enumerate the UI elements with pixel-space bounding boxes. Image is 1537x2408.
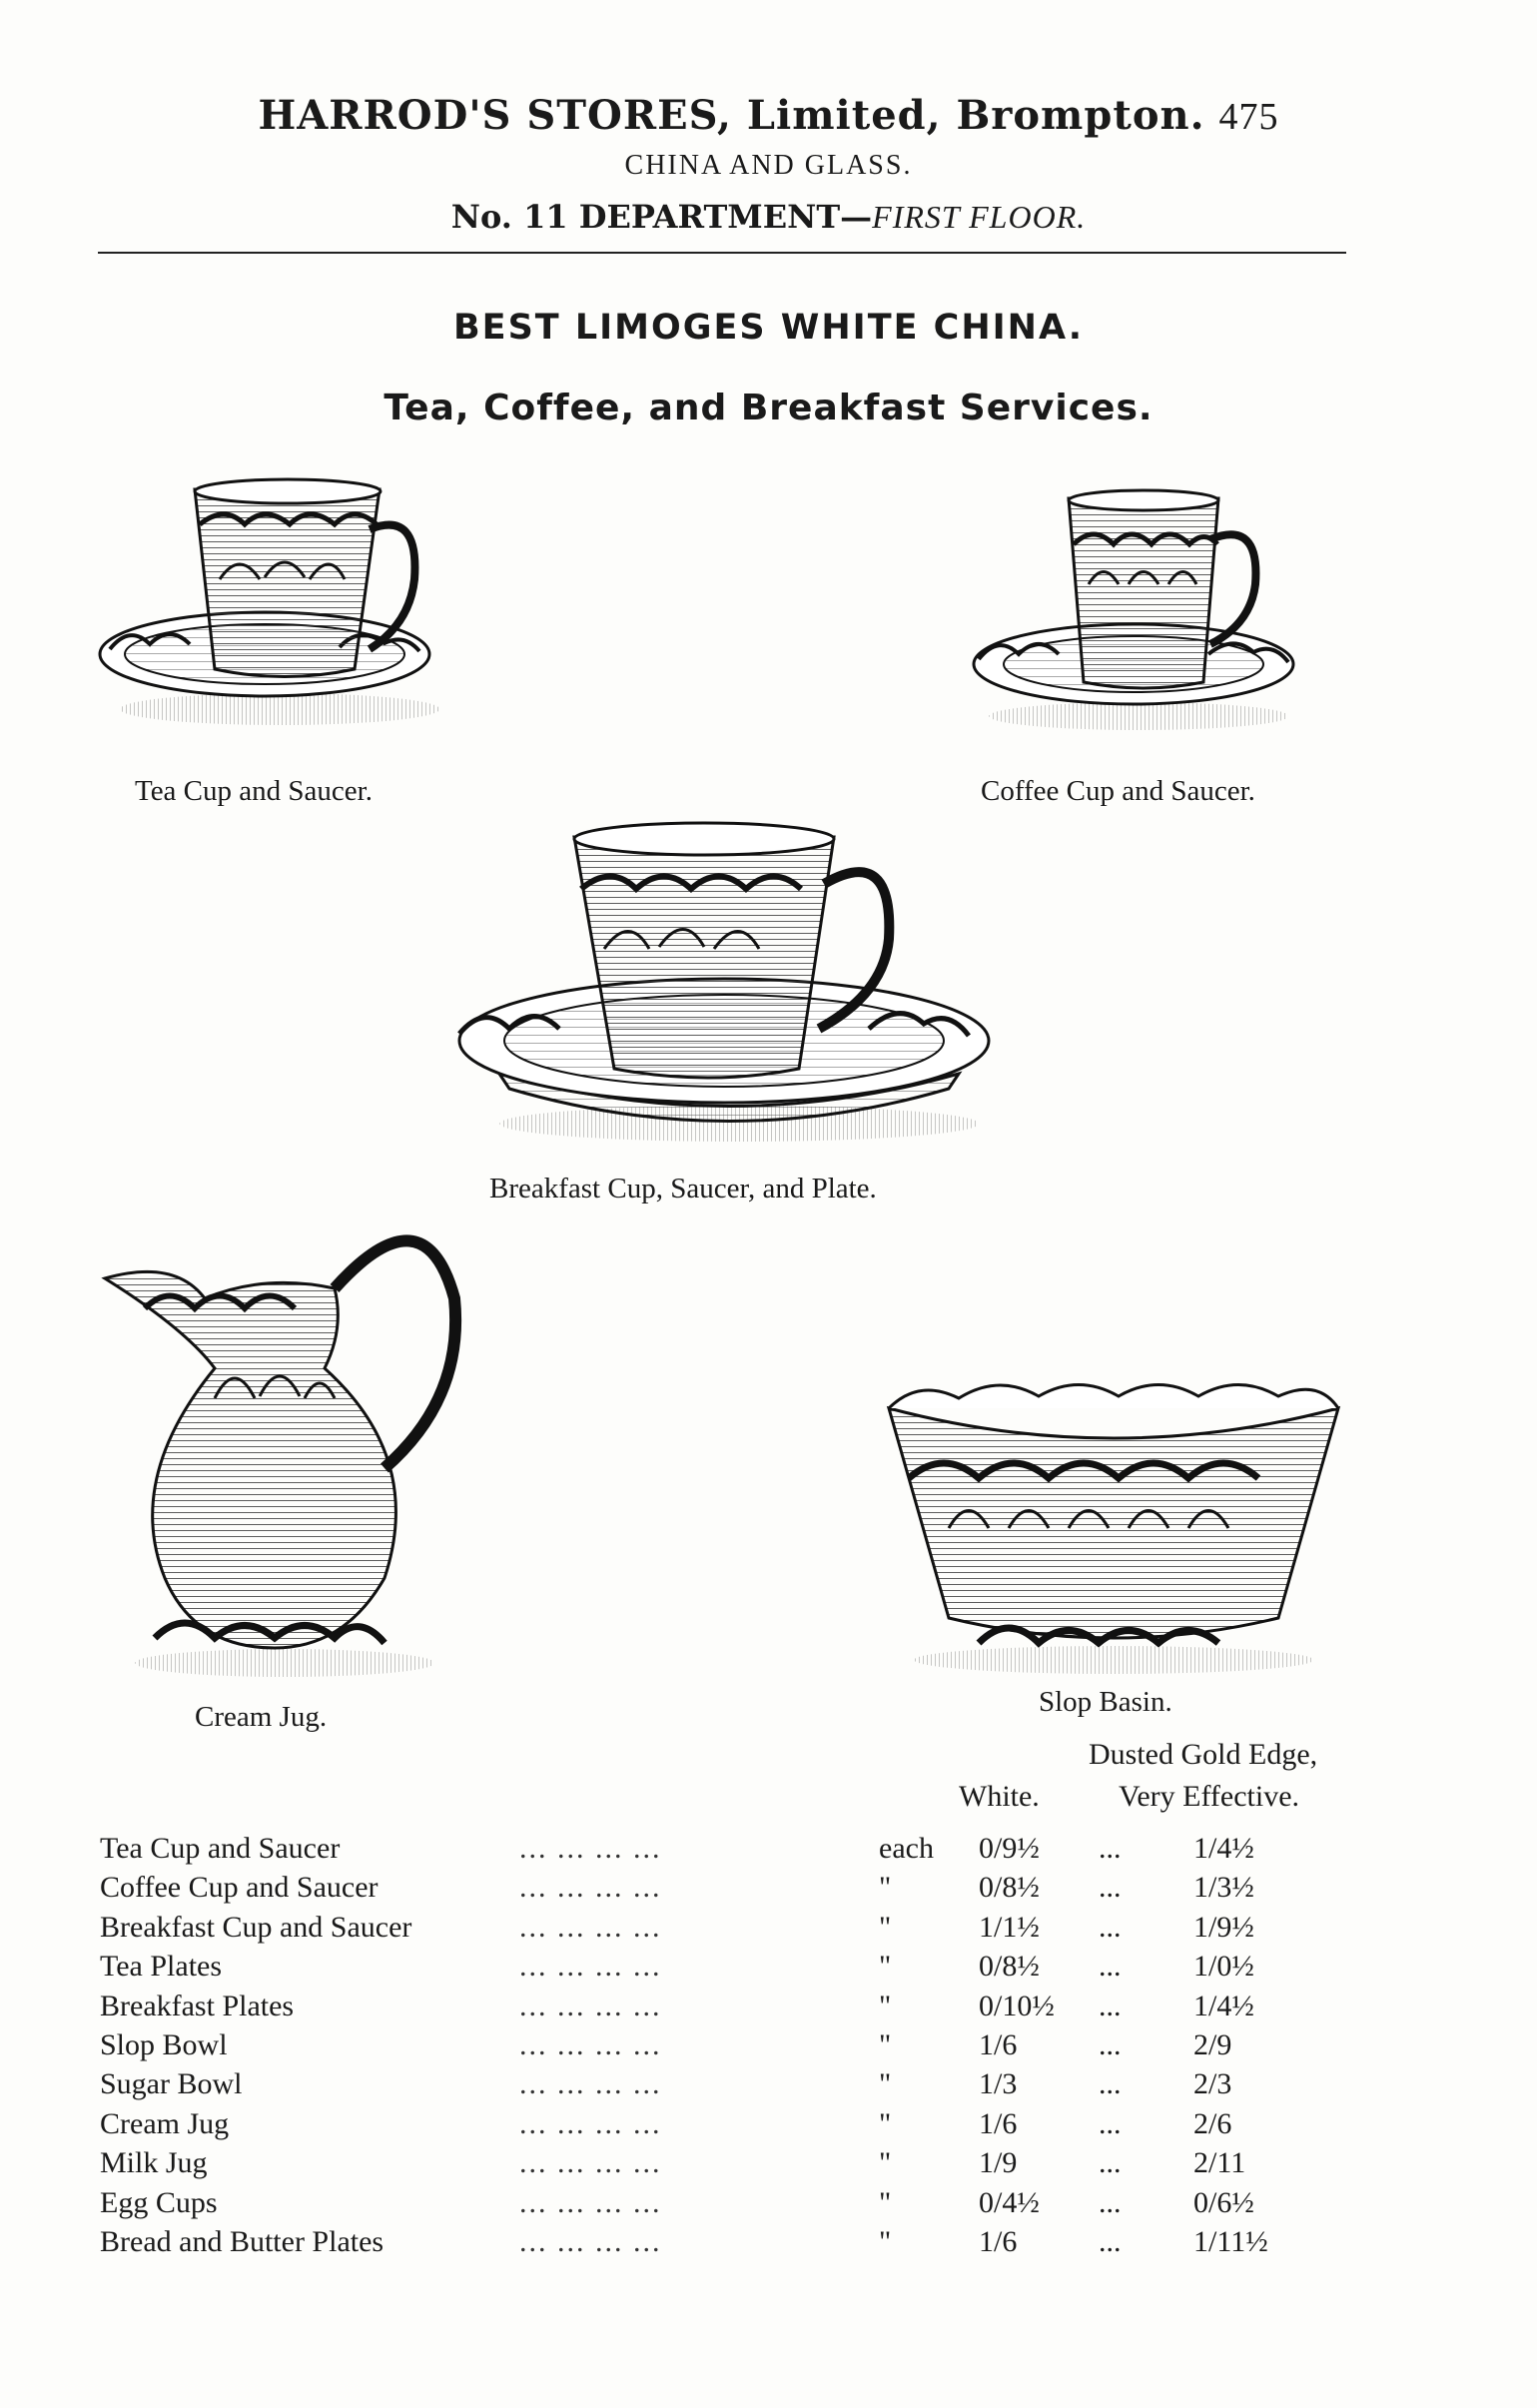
gold-edge-price: 1/4½ [1193,1832,1254,1865]
leader-dots: ... ... ... ... [519,2067,662,2101]
breakfast-cup-illustration [439,819,1009,1159]
gold-edge-price: 1/9½ [1193,1910,1254,1944]
leader-dots: ... [1099,1910,1122,1944]
white-price: 1/9 [979,2146,1018,2180]
unit-label: " [879,1989,892,2022]
leader-dots: ... [1099,2106,1122,2140]
white-price: 0/10½ [979,1989,1055,2022]
item-name: Coffee Cup and Saucer [100,1871,379,1905]
gold-column-header-line1: Dusted Gold Edge, [1089,1738,1318,1771]
gold-edge-price: 1/4½ [1193,1989,1254,2022]
white-column-header: White. [959,1780,1040,1813]
breakfast-cup-caption: Breakfast Cup, Saucer, and Plate. [489,1173,877,1204]
leader-dots: ... ... ... ... [519,1871,662,1905]
header-rule [98,252,1346,254]
slop-basin-caption: Slop Basin. [1039,1686,1172,1718]
gold-edge-price: 2/11 [1193,2146,1246,2180]
unit-label: " [879,2225,892,2258]
category-title: CHINA AND GLASS. [624,150,913,181]
unit-label: " [879,2185,892,2219]
leader-dots: ... [1099,1832,1122,1865]
gold-edge-price: 1/0½ [1193,1950,1254,1984]
tea-cup-illustration [90,469,469,739]
leader-dots: ... [1099,1950,1122,1984]
item-name: Breakfast Cup and Saucer [100,1910,412,1944]
item-name: Breakfast Plates [100,1989,295,2022]
leader-dots: ... ... ... ... [519,1950,662,1984]
leader-dots: ... [1099,2146,1122,2180]
gold-column-header-line2: Very Effective. [1119,1780,1300,1813]
tea-cup-caption: Tea Cup and Saucer. [135,775,373,807]
white-price: 0/8½ [979,1950,1040,1984]
leader-dots: ... ... ... ... [519,2146,662,2180]
item-name: Bread and Butter Plates [100,2225,384,2258]
unit-label: " [879,1910,892,1944]
unit-label: " [879,1871,892,1905]
item-name: Sugar Bowl [100,2067,243,2101]
unit-label: each [879,1832,934,1865]
white-price: 1/6 [979,2106,1018,2140]
leader-dots: ... ... ... ... [519,2225,662,2258]
unit-label: " [879,2028,892,2061]
leader-dots: ... ... ... ... [519,1910,662,1944]
item-name: Milk Jug [100,2146,208,2180]
main-heading: BEST LIMOGES WHITE CHINA. [452,308,1084,348]
gold-edge-price: 1/3½ [1193,1871,1254,1905]
gold-edge-price: 2/3 [1193,2067,1232,2101]
unit-label: " [879,1950,892,1984]
item-name: Slop Bowl [100,2028,228,2061]
white-price: 1/1½ [979,1910,1040,1944]
leader-dots: ... [1099,1871,1122,1905]
leader-dots: ... [1099,2225,1122,2258]
cream-jug-illustration [95,1218,494,1698]
white-price: 0/4½ [979,2185,1040,2219]
store-name: HARROD'S STORES, Limited, Brompton. [258,92,1205,139]
department-prefix: No. 11 DEPARTMENT— [450,198,873,236]
page-number: 475 [1218,96,1279,138]
coffee-cup-caption: Coffee Cup and Saucer. [981,775,1255,807]
leader-dots: ... ... ... ... [519,2028,662,2061]
unit-label: " [879,2067,892,2101]
white-price: 1/6 [979,2028,1018,2061]
white-price: 0/8½ [979,1871,1040,1905]
gold-edge-price: 2/6 [1193,2106,1232,2140]
item-name: Tea Plates [100,1950,223,1984]
coffee-cup-illustration [949,484,1328,744]
leader-dots: ... ... ... ... [519,2185,662,2219]
white-price: 1/6 [979,2225,1018,2258]
unit-label: " [879,2106,892,2140]
leader-dots: ... ... ... ... [519,1832,662,1865]
item-name: Egg Cups [100,2185,218,2219]
sub-heading: Tea, Coffee, and Breakfast Services. [384,388,1153,428]
white-price: 1/3 [979,2067,1018,2101]
white-price: 0/9½ [979,1832,1040,1865]
leader-dots: ... [1099,2185,1122,2219]
leader-dots: ... [1099,2028,1122,2061]
department-floor: FIRST FLOOR. [872,199,1087,235]
gold-edge-price: 1/11½ [1193,2225,1268,2258]
slop-basin-illustration [879,1368,1348,1688]
item-name: Tea Cup and Saucer [100,1832,341,1865]
leader-dots: ... ... ... ... [519,2106,662,2140]
gold-edge-price: 2/9 [1193,2028,1232,2061]
gold-edge-price: 0/6½ [1193,2185,1254,2219]
department-line [0,198,1537,236]
leader-dots: ... ... ... ... [519,1989,662,2022]
item-name: Cream Jug [100,2106,230,2140]
unit-label: " [879,2146,892,2180]
leader-dots: ... [1099,2067,1122,2101]
store-header [0,92,1537,139]
leader-dots: ... [1099,1989,1122,2022]
cream-jug-caption: Cream Jug. [195,1701,328,1733]
